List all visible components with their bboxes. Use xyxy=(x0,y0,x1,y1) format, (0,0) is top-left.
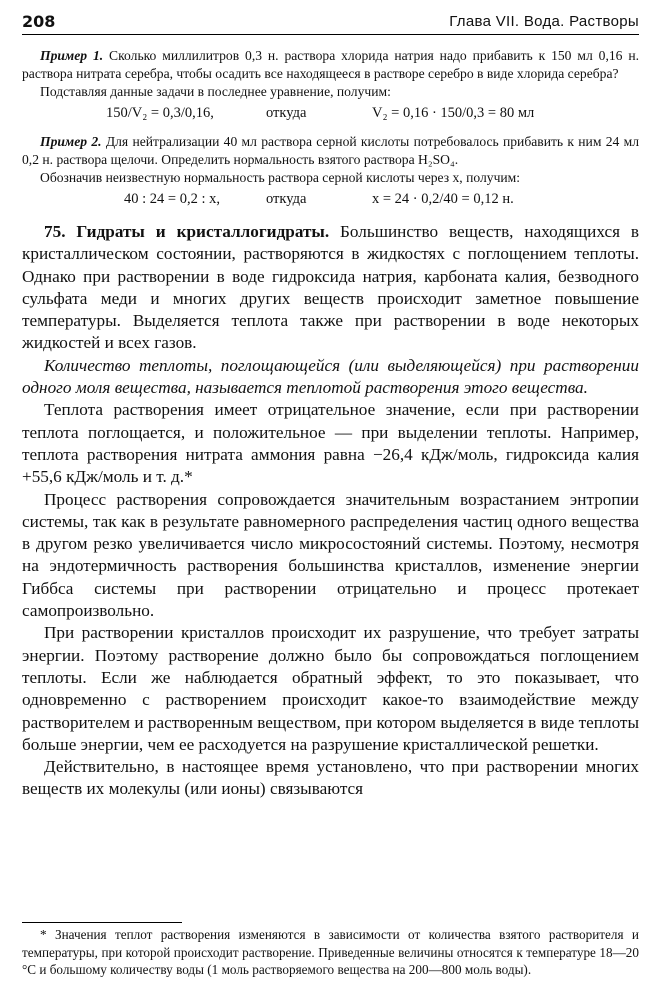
example-1-text: Сколько миллилитров 0,3 н. раствора хлорида натрия надо прибавить к 150 мл 0,16 н. раствора нитрата серебра, чтобы осадить все находящееся в растворе серебро в виде хлорида серебра? xyxy=(22,48,639,81)
footnote-rule xyxy=(22,922,182,923)
formula-2-right: x = 24 · 0,2/40 = 0,12 н. xyxy=(372,191,514,207)
footnote-block xyxy=(22,926,639,979)
example-1-label: Пример 1. xyxy=(40,48,104,63)
example-2-followup: Обозначив неизвестную нормальность раствора серной кислоты через x, получим: xyxy=(40,170,521,185)
example-2-label: Пример 2. xyxy=(40,134,102,149)
section-paragraph-1 xyxy=(22,221,639,355)
section-paragraph-4: При растворении кристаллов происходит их разрушение, что требует затраты энергии. Поэтому растворение должно было бы сопровождаться поглощением теплоты. Если же наблюдается обратный эффект, то это показывает, что одновременно с растворением происходит какое-то взаимодействие между растворителем и растворенным веществом, при котором выделяется в виде теплоты больше энергии, чем ее расходуется на разрушение кристаллической решетки. xyxy=(22,623,639,754)
formula-1-right: V₂ = 0,16 · 150/0,3 = 80 мл xyxy=(372,105,535,121)
section-paragraph-5: Действительно, в настоящее время установлено, что при растворении многих веществ их молекулы (или ионы) связываются xyxy=(22,757,639,799)
page-number: 208 xyxy=(22,12,56,31)
definition-paragraph: Количество теплоты, поглощающейся (или выделяющейся) при растворении одного моля вещества, называется теплотой растворения этого вещества. xyxy=(22,355,639,398)
footnote-text: * Значения теплот растворения изменяются в зависимости от количества взятого растворителя и температуры, при которой происходит растворение. Приведенные величины относятся к температуре 18—20 °С и большому количеству воды (1 моль растворяемого вещества на 200—800 моль воды). xyxy=(22,927,639,977)
example-1-followup: Подставляя данные задачи в последнее уравнение, получим: xyxy=(40,84,391,99)
page-header xyxy=(22,8,639,35)
example-2-text: Для нейтрализации 40 мл раствора серной кислоты потребовалось прибавить к ним 24 мл 0,2 н. раствора щелочи. Определить нормальность взятого раствора H₂SO₄. xyxy=(22,134,639,167)
formula-1-connector: откуда xyxy=(266,105,307,121)
example-1 xyxy=(22,47,639,83)
book-page xyxy=(22,8,639,992)
formula-2-left: 40 : 24 = 0,2 : x, xyxy=(124,191,220,207)
example-2 xyxy=(22,133,639,169)
section-title: 75. Гидраты и кристаллогидраты. xyxy=(44,222,330,241)
section-paragraph-2: Теплота растворения имеет отрицательное значение, если при растворении теплота поглощается, и положительное — при выделении теплоты. Например, теплота растворения нитрата аммония равна −26,4 кДж/моль, гидроксида калия +55,6 кДж/моль и т. д.* xyxy=(22,400,639,487)
formula-1-left: 150/V₂ = 0,3/0,16, xyxy=(106,105,214,121)
section-p1-text: Большинство веществ, находящихся в кристаллическом состоянии, растворяются в жидкостях с поглощением теплоты. Однако при растворении в воде гидроксида натрия, карбоната калия, безводного сульфата меди и многих других веществ происходит заметное повышение температуры. Выделяется теплота также при растворении в воде некоторых жидкостей и всех газов. xyxy=(22,222,640,353)
formula-2 xyxy=(22,187,639,211)
section-paragraph-3: Процесс растворения сопровождается значительным возрастанием энтропии системы, так как в результате равномерного распределения частиц одного вещества в другом резко увеличивается число микросостояний системы. Поэтому, несмотря на эндотермичность растворения большинства кристаллов, изменение энергии Гиббса системы при растворении отрицательно и процесс протекает самопроизвольно. xyxy=(22,489,639,621)
running-head: Глава VII. Вода. Растворы xyxy=(449,13,639,30)
formula-1 xyxy=(22,101,639,125)
formula-2-connector: откуда xyxy=(266,191,307,207)
